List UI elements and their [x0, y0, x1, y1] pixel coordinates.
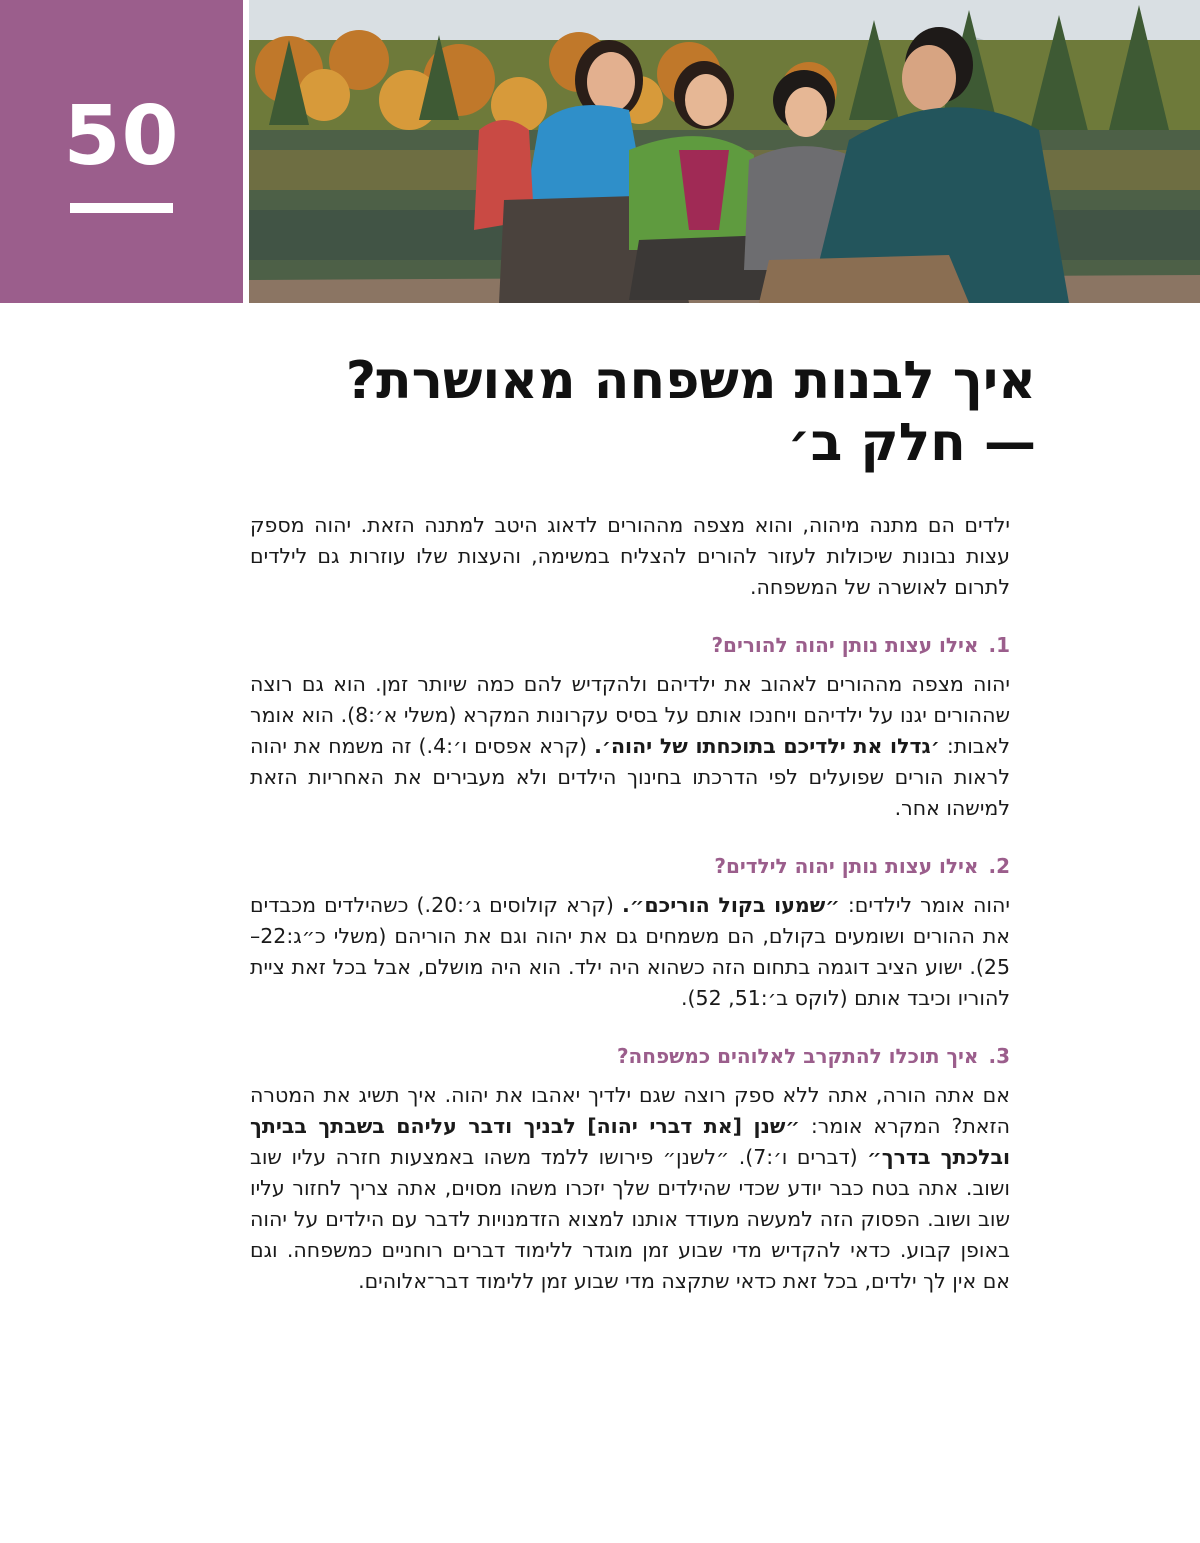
paragraph-text: (דברים ו׳:7). ״לשנן״ פירושו ללמד משהו באמצעות חזרה עליו שוב ושוב. אתה בטח כבר יודע שכדי שהילדים שלך יזכרו משהו מסוים, אתה צריך לחזור עליו שוב ושוב. הפסוק הזה למעשה מעודד אותנו למצוא הזדמנויות לדבר עם הילדים על יהוה באופן קבוע. כדאי להקדיש מדי שבוע זמן מוגדר ללימוד דברים רוחניים כמשפחה. וגם אם אין לך ילדים, בכל זאת כדאי שתקצה מדי שבוע זמן ללימוד דבר־אלוהים. — [250, 1145, 1010, 1293]
section-paragraph-1 — [250, 669, 1010, 824]
title-line-2: — חלק ב׳ — [787, 413, 1036, 473]
hero-illustration — [249, 0, 1200, 303]
hero-image — [249, 0, 1200, 303]
section-number: 1. — [988, 633, 1010, 657]
lesson-number: 50 — [63, 89, 180, 184]
section-number: 2. — [988, 854, 1010, 878]
scripture-quote: ״שנן [את דברי יהוה] לבניך ודבר עליהם בשבתך בביתך ובלכתך בדרך״ — [250, 1114, 1011, 1169]
lesson-number-underline — [70, 203, 173, 213]
scripture-quote: ׳גדלו את ילדיכם בתוכחתו של יהוה׳. — [594, 734, 940, 758]
section-title: אילו עצות נותן יהוה להורים? — [711, 633, 979, 657]
section-title: איך תוכלו להתקרב לאלוהים כמשפחה? — [616, 1044, 979, 1068]
scripture-quote: ״שמעו בקול הוריכם״. — [621, 893, 840, 917]
page-title — [250, 350, 1036, 474]
intro-paragraph: ילדים הם מתנה מיהוה, והוא מצפה מההורים לדאוג היטב למתנה הזאת. יהוה מספק עצות נבונות שיכולות לעזור להורים להצליח במשימה, והעצות שלו עוזרות גם לילדים לתרום לאושרה של המשפחה. — [250, 513, 1010, 599]
section-heading-2 — [250, 852, 1010, 880]
title-line-1: איך לבנות משפחה מאושרת? — [345, 351, 1036, 411]
section-heading-3 — [250, 1042, 1010, 1070]
section-number: 3. — [988, 1044, 1010, 1068]
lesson-number-box — [0, 0, 243, 303]
section-title: אילו עצות נותן יהוה לילדים? — [714, 854, 979, 878]
paragraph-text: יהוה אומר לילדים: — [839, 893, 1010, 917]
article — [250, 350, 1036, 1297]
paragraph-text: (קרא אפסים ו׳:4.) זה משמח את יהוה לראות הורים שפועלים לפי הדרכתו בחינוך הילדים ולא מעבירים את האחריות הזאת למישהו אחר. — [250, 734, 1010, 820]
paragraph-text: יהוה מצפה מההורים לאהוב את ילדיהם ולהקדיש להם כמה שיותר זמן. הוא גם רוצה שההורים יגנו על ילדיהם ויחנכו אותם על בסיס עקרונות המקרא (משלי א׳:8). הוא אומר לאבות: — [250, 672, 1011, 758]
section-paragraph-2 — [250, 890, 1010, 1014]
paragraph-text: אם אתה הורה, אתה ללא ספק רוצה שגם ילדיך יאהבו את יהוה. איך תשיג את המטרה הזאת? המקרא אומר: — [250, 1083, 1010, 1138]
paragraph-text: (קרא קולוסים ג׳:20.) כשהילדים מכבדים את ההורים ושומעים בקולם, הם משמחים גם את יהוה וגם את הוריהם (משלי כ״ג:22–25). ישוע הציב דוגמה בתחום הזה כשהוא היה ילד. הוא היה מושלם, אבל בכל זאת ציית להוריו וכיבד אותם (לוקס ב׳:51, 52). — [250, 893, 1010, 1010]
section-heading-1 — [250, 631, 1010, 659]
section-paragraph-3 — [250, 1080, 1010, 1297]
